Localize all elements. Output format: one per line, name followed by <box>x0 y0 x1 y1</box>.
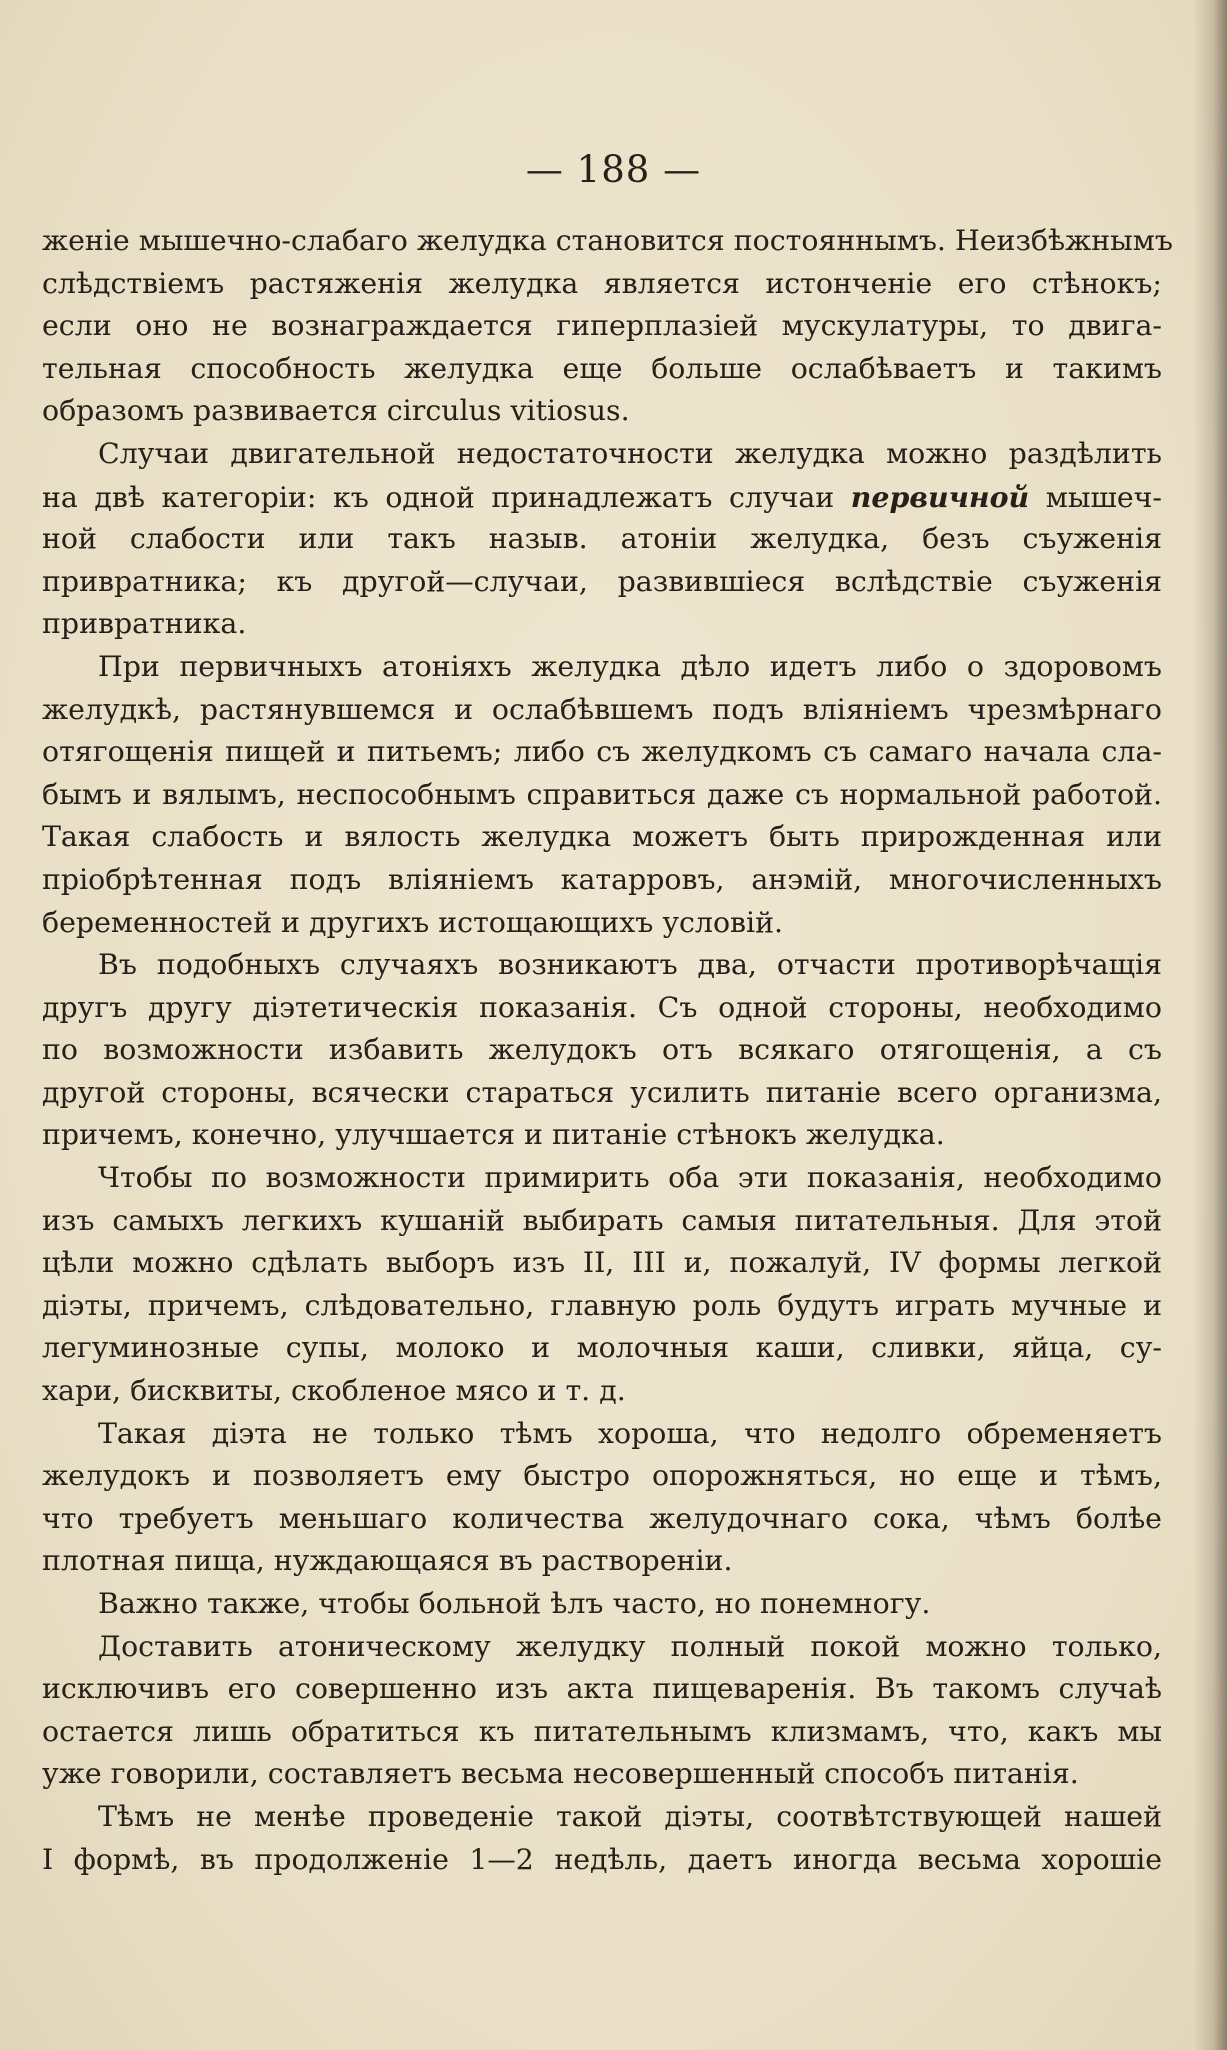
text-line-with-emphasis <box>42 476 1162 519</box>
paragraph <box>42 1583 1162 1626</box>
text-line: исключивъ его совершенно изъ акта пищеваренія. Въ такомъ случаѣ <box>42 1672 1162 1706</box>
text-line: Случаи двигательной недостаточности желудка можно раздѣлить <box>98 436 1162 470</box>
text-segment: на двѣ категоріи: къ одной принадлежатъ случаи <box>42 480 835 514</box>
paragraph <box>42 220 1173 433</box>
text-line: образомъ развивается circulus vitiosus. <box>42 394 630 428</box>
text-line: діэты, причемъ, слѣдовательно, главную роль будутъ играть мучные и <box>42 1288 1162 1322</box>
text-line: привратника. <box>42 607 247 641</box>
text-line: ной слабости или такъ назыв. атоніи желудка, безъ съуженія <box>42 522 1162 556</box>
text-line: беременностей и другихъ истощающихъ условій. <box>42 905 784 939</box>
text-line: Такая слабость и вялость желудка можетъ быть прирожденная или <box>42 820 1162 854</box>
text-line: другъ другу діэтетическія показанія. Съ одной стороны, необходимо <box>42 990 1162 1024</box>
text-line: легуминозные супы, молоко и молочныя каши, сливки, яйца, су- <box>42 1331 1162 1365</box>
text-line: причемъ, конечно, улучшается и питаніе стѣнокъ желудка. <box>42 1118 945 1152</box>
text-line: привратника; къ другой—случаи, развившіеся вслѣдствіе съуженія <box>42 564 1162 598</box>
text-line: Доставить атоническому желудку полный покой можно только, <box>98 1629 1162 1663</box>
paragraph <box>42 433 1162 646</box>
text-line: что требуетъ меньшаго количества желудочнаго сока, чѣмъ болѣе <box>42 1501 1162 1535</box>
text-line: бымъ и вялымъ, неспособнымъ справиться даже съ нормальной работой. <box>42 777 1162 811</box>
page-number: — 188 — <box>525 148 702 191</box>
text-line: другой стороны, всячески стараться усилить питаніе всего организма, <box>42 1075 1162 1109</box>
text-line: Важно также, чтобы больной ѣлъ часто, но понемногу. <box>98 1587 931 1620</box>
text-line: отягощенія пищей и питьемъ; либо съ желудкомъ съ самаго начала сла- <box>42 735 1162 769</box>
text-line: Въ подобныхъ случаяхъ возникаютъ два, отчасти противорѣчащія <box>98 948 1162 982</box>
text-line: I формѣ, въ продолженіе 1—2 недѣль, даетъ иногда весьма хорошіе <box>42 1842 1162 1876</box>
text-line: слѣдствіемъ растяженія желудка является истонченіе его стѣнокъ; <box>42 266 1162 300</box>
body-text <box>42 220 1173 1881</box>
text-line: уже говорили, составляетъ весьма несовершенный способъ питанія. <box>42 1757 1079 1791</box>
text-line: Тѣмъ не менѣе проведеніе такой діэты, соотвѣтствующей нашей <box>98 1799 1162 1833</box>
paragraph <box>42 1796 1162 1881</box>
paragraph <box>42 944 1162 1157</box>
emphasized-word: первичной <box>850 479 1030 514</box>
text-line: При первичныхъ атоніяхъ желудка дѣло идетъ либо о здоровомъ <box>98 649 1162 683</box>
text-line: тельная способность желудка еще больше ослабѣваетъ и такимъ <box>42 351 1162 385</box>
text-line: цѣли можно сдѣлать выборъ изъ II, III и, пожалуй, IV формы легкой <box>42 1246 1162 1280</box>
text-line: Чтобы по возможности примирить оба эти показанія, необходимо <box>98 1161 1162 1195</box>
paragraph <box>42 1413 1162 1583</box>
text-line: если оно не вознаграждается гиперплазіей мускулатуры, то двига- <box>42 309 1162 343</box>
text-line: хари, бисквиты, скобленое мясо и т. д. <box>42 1374 626 1408</box>
text-line: по возможности избавить желудокъ отъ всякаго отягощенія, а съ <box>42 1033 1162 1067</box>
text-line: желудкѣ, растянувшемся и ослабѣвшемъ подъ вліяніемъ чрезмѣрнаго <box>42 692 1162 726</box>
text-line: изъ самыхъ легкихъ кушаній выбирать самыя питательныя. Для этой <box>42 1203 1162 1237</box>
text-line: Такая діэта не только тѣмъ хороша, что недолго обременяетъ <box>98 1416 1162 1450</box>
text-segment: мышеч- <box>1045 480 1163 514</box>
paragraph <box>42 1157 1162 1413</box>
text-line: желудокъ и позволяетъ ему быстро опорожняться, но еще и тѣмъ, <box>42 1459 1162 1493</box>
page-edge-shadow <box>1193 0 1227 2050</box>
paragraph <box>42 646 1162 944</box>
text-line: женіе мышечно-слабаго желудка становится постояннымъ. Неизбѣжнымъ <box>42 224 1173 257</box>
paragraph <box>42 1626 1162 1796</box>
text-line: остается лишь обратиться къ питательнымъ клизмамъ, что, какъ мы <box>42 1714 1162 1748</box>
text-line: пріобрѣтенная подъ вліяніемъ катарровъ, анэмій, многочисленныхъ <box>42 862 1162 896</box>
text-line: плотная пища, нуждающаяся въ раствореніи. <box>42 1544 733 1578</box>
